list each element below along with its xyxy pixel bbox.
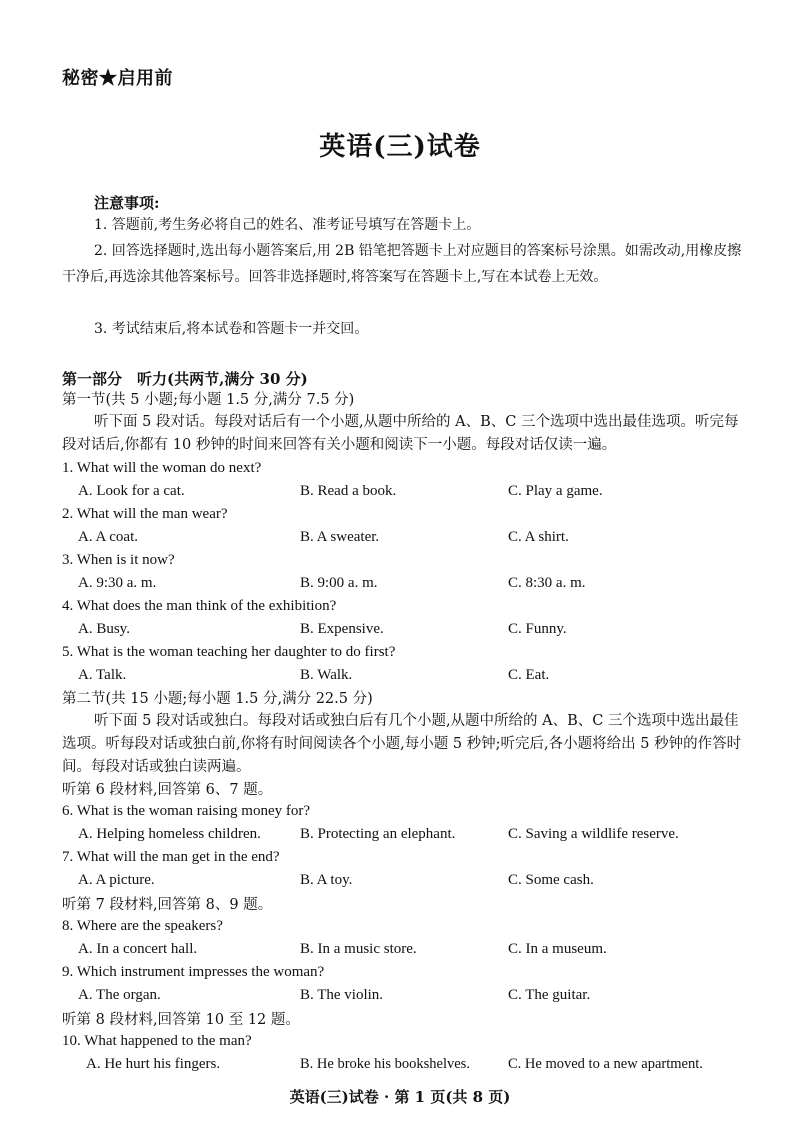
q3-option-b: B. 9:00 a. m. (300, 575, 378, 591)
q10-option-b: B. He broke his bookshelves. (300, 1056, 470, 1072)
question-10: 10. What happened to the man? (62, 1033, 252, 1049)
q5-option-b: B. Walk. (300, 667, 353, 683)
material-7-instruction: 听第 7 段材料,回答第 8、9 题。 (62, 897, 273, 913)
q10-option-a: A. He hurt his fingers. (86, 1056, 221, 1072)
section2-instructions: 听下面 5 段对话或独白。每段对话或独白后有几个小题,从题中所给的 A、B、C 三个选项中选出最佳选项。听每段对话或独白前,你将有时间阅读各个小题,每小题 5 秒钟;听完后,各小题将给出 5 秒钟的作答时间。每段对话或独白读两遍。 (62, 713, 742, 775)
q1-option-b: B. Read a book. (300, 483, 397, 499)
q4-option-b: B. Expensive. (300, 621, 384, 637)
q2-option-c: C. A shirt. (508, 529, 569, 545)
q9-option-c: C. The guitar. (508, 987, 591, 1003)
q7-option-a: A. A picture. (78, 872, 155, 888)
q8-option-c: C. In a museum. (508, 941, 607, 957)
notice-item-2: 2. 回答选择题时,选出每小题答案后,用 2B 铅笔把答题卡上对应题目的答案标号涂黑。如需改动,用橡皮擦干净后,再选涂其他答案标号。回答非选择题时,将答案写在答题卡上,写在本试卷上无效。 (62, 243, 742, 285)
page-footer: 英语(三)试卷 · 第 1 页(共 8 页) (289, 1088, 511, 1106)
question-3: 3. When is it now? (62, 552, 175, 568)
question-2: 2. What will the man wear? (62, 506, 228, 522)
q9-option-a: A. The organ. (78, 987, 161, 1003)
q7-option-c: C. Some cash. (508, 872, 594, 888)
q3-option-a: A. 9:30 a. m. (78, 575, 157, 591)
q7-option-b: B. A toy. (300, 872, 353, 888)
q6-option-a: A. Helping homeless children. (78, 826, 261, 842)
question-9: 9. Which instrument impresses the woman? (62, 964, 325, 980)
q2-option-a: A. A coat. (78, 529, 138, 545)
material-6-instruction: 听第 6 段材料,回答第 6、7 题。 (62, 782, 273, 798)
confidential-label: 秘密★启用前 (62, 68, 173, 89)
question-8: 8. Where are the speakers? (62, 918, 223, 934)
q4-option-c: C. Funny. (508, 621, 567, 637)
part1-heading: 第一部分 听力(共两节,满分 30 分) (62, 370, 308, 388)
notice-title: 注意事项: (94, 194, 160, 212)
material-8-instruction: 听第 8 段材料,回答第 10 至 12 题。 (62, 1012, 300, 1028)
q5-option-a: A. Talk. (78, 667, 127, 683)
question-1: 1. What will the woman do next? (62, 460, 262, 476)
q1-option-a: A. Look for a cat. (78, 483, 185, 499)
q5-option-c: C. Eat. (508, 667, 550, 683)
question-6: 6. What is the woman raising money for? (62, 803, 310, 819)
q8-option-b: B. In a music store. (300, 941, 417, 957)
q6-option-b: B. Protecting an elephant. (300, 826, 456, 842)
section2-heading: 第二节(共 15 小题;每小题 1.5 分,满分 22.5 分) (62, 691, 373, 707)
notice-item-1: 1. 答题前,考生务必将自己的姓名、准考证号填写在答题卡上。 (94, 217, 481, 233)
page-title: 英语(三)试卷 (319, 132, 481, 162)
question-7: 7. What will the man get in the end? (62, 849, 280, 865)
section1-instructions: 听下面 5 段对话。每段对话后有一个小题,从题中所给的 A、B、C 三个选项中选出最佳选项。听完每段对话后,你都有 10 秒钟的时间来回答有关小题和阅读下一小题。每段对话仅读一遍。 (62, 414, 739, 453)
section1-heading: 第一节(共 5 小题;每小题 1.5 分,满分 7.5 分) (62, 392, 355, 408)
q9-option-b: B. The violin. (300, 987, 384, 1003)
q2-option-b: B. A sweater. (300, 529, 380, 545)
notice-item-3: 3. 考试结束后,将本试卷和答题卡一并交回。 (94, 321, 369, 337)
q1-option-c: C. Play a game. (508, 483, 603, 499)
q10-option-c: C. He moved to a new apartment. (508, 1056, 703, 1072)
q3-option-c: C. 8:30 a. m. (508, 575, 586, 591)
question-4: 4. What does the man think of the exhibition? (62, 598, 337, 614)
q4-option-a: A. Busy. (78, 621, 130, 637)
q8-option-a: A. In a concert hall. (78, 941, 198, 957)
q6-option-c: C. Saving a wildlife reserve. (508, 826, 679, 842)
question-5: 5. What is the woman teaching her daughter to do first? (62, 644, 396, 660)
